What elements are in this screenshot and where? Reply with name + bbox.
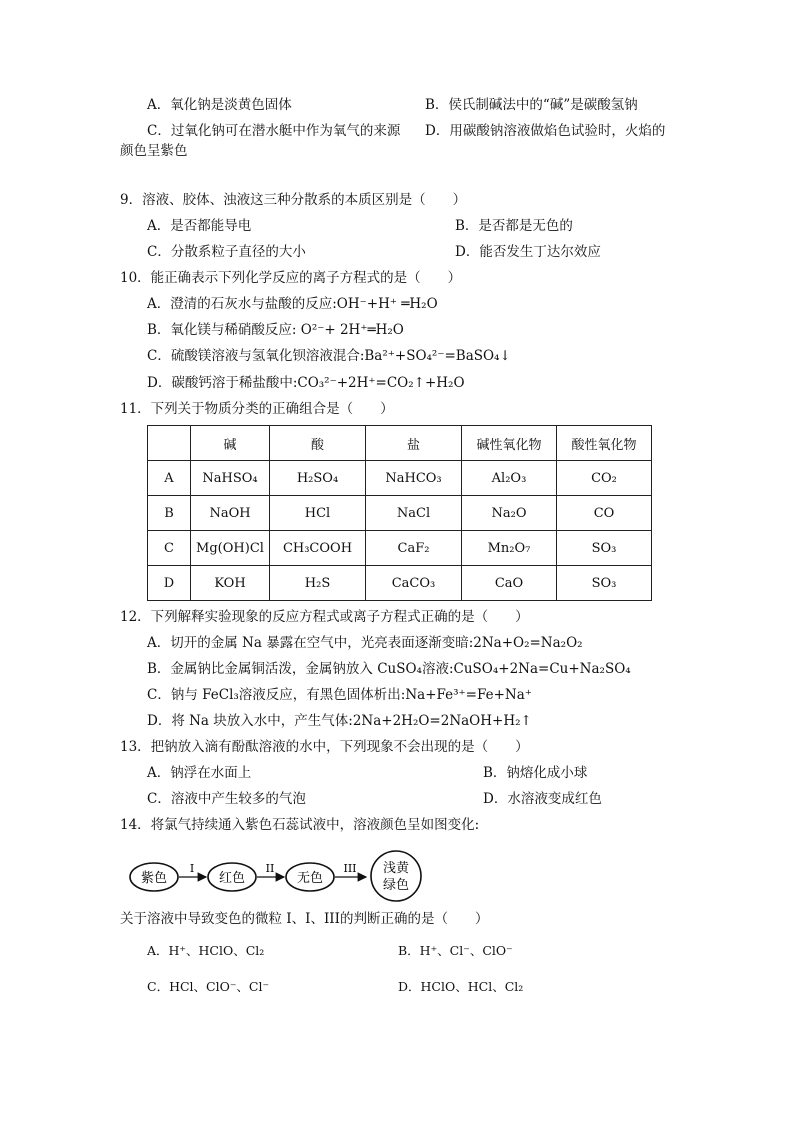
q14-option-b: B．H⁺、Cl⁻、ClO⁻ [398, 943, 513, 958]
q12-option-c: C．钠与 FeCl₃溶液反应，有黑色固体析出:Na+Fe³⁺=Fe+Na⁺ [147, 687, 532, 703]
table-header-row [148, 426, 652, 461]
q13-stem: 13．把钠放入滴有酚酞溶液的水中，下列现象不会出现的是（ ） [120, 739, 529, 755]
table-row [148, 566, 652, 601]
table-cell: NaHSO₄ [191, 461, 270, 496]
table-cell: NaHCO₃ [366, 461, 462, 496]
table-cell: SO₃ [557, 531, 652, 566]
q13-option-d: D．水溶液变成红色 [483, 791, 602, 807]
q10-stem: 10．能正确表示下列化学反应的离子方程式的是（ ） [120, 270, 462, 286]
color-change-diagram [128, 850, 438, 902]
q8-option-d-continued: 颜色呈紫色 [120, 143, 188, 159]
table-row [148, 496, 652, 531]
q10-option-c: C．硫酸镁溶液与氢氧化钡溶液混合:Ba²⁺+SO₄²⁻=BaSO₄↓ [147, 348, 511, 364]
q14-sub-question: 关于溶液中导致变色的微粒 I、I、III的判断正确的是（ ） [120, 911, 489, 927]
q8-option-d: D．用碳酸钠溶液做焰色试验时，火焰的 [425, 123, 666, 139]
state-red-label: 红色 [218, 871, 246, 886]
q12-option-a: A．切开的金属 Na 暴露在空气中，光亮表面逐渐变暗:2Na+O₂=Na₂O₂ [147, 635, 583, 651]
table-cell: D [148, 566, 191, 601]
table-cell: NaOH [191, 496, 270, 531]
q10-option-d: D．碳酸钙溶于稀盐酸中:CO₃²⁻+2H⁺=CO₂↑+H₂O [147, 375, 465, 391]
state-yellow-green-label-line1: 浅黄 [382, 861, 410, 876]
table-header-cell [148, 426, 191, 461]
table-cell: SO₃ [557, 566, 652, 601]
table-row [148, 531, 652, 566]
q14-option-c: C．HCl、ClO⁻、Cl⁻ [147, 979, 270, 994]
state-yellow-green-node [371, 851, 421, 901]
table-cell: CO [557, 496, 652, 531]
q9-option-a: A．是否都能导电 [147, 218, 252, 234]
q8-option-a: A．氧化钠是淡黄色固体 [147, 97, 292, 113]
table-cell: C [148, 531, 191, 566]
table-row [148, 461, 652, 496]
q13-option-a: A．钠浮在水面上 [147, 765, 252, 781]
q8-option-c: C．过氧化钠可在潜水艇中作为氧气的来源 [147, 123, 401, 139]
table-header-cell: 酸 [270, 426, 366, 461]
table-cell: Mn₂O₇ [462, 531, 557, 566]
state-purple-label: 紫色 [140, 871, 168, 886]
table-cell: Na₂O [462, 496, 557, 531]
table-cell: CO₂ [557, 461, 652, 496]
q13-option-b: B．钠熔化成小球 [483, 765, 588, 781]
table-cell: CaCO₃ [366, 566, 462, 601]
q8-option-b: B．侯氏制碱法中的“碱”是碳酸氢钠 [425, 97, 638, 113]
table-cell: Mg(OH)Cl [191, 531, 270, 566]
state-yellow-green-label-line2: 绿色 [382, 878, 410, 893]
table-header-cell: 盐 [366, 426, 462, 461]
table-cell: NaCl [366, 496, 462, 531]
q11-stem: 11．下列关于物质分类的正确组合是（ ） [120, 401, 394, 417]
q13-option-c: C．溶液中产生较多的气泡 [147, 791, 306, 807]
table-header-cell: 酸性氧化物 [557, 426, 652, 461]
q9-stem: 9．溶液、胶体、浊液这三种分散系的本质区别是（ ） [120, 192, 467, 208]
q14-option-a: A．H⁺、HClO、Cl₂ [147, 943, 265, 958]
table-header-cell: 碱性氧化物 [462, 426, 557, 461]
table-header-cell: 碱 [191, 426, 270, 461]
q9-option-d: D．能否发生丁达尔效应 [455, 244, 601, 260]
table-cell: H₂S [270, 566, 366, 601]
q10-option-b: B．氧化镁与稀硝酸反应: O²⁻+ 2H⁺═H₂O [147, 322, 404, 338]
table-cell: A [148, 461, 191, 496]
table-cell: CaF₂ [366, 531, 462, 566]
q14-option-d: D．HClO、HCl、Cl₂ [398, 979, 524, 994]
table-cell: CaO [462, 566, 557, 601]
table-cell: KOH [191, 566, 270, 601]
arrow-1-label: I [189, 862, 195, 875]
q9-option-b: B．是否都是无色的 [455, 218, 573, 234]
classification-table [147, 425, 652, 601]
q12-option-b: B．金属钠比金属铜活泼，金属钠放入 CuSO₄溶液:CuSO₄+2Na=Cu+Na₂SO₄ [147, 661, 631, 677]
table-cell: HCl [270, 496, 366, 531]
q12-stem: 12．下列解释实验现象的反应方程式或离子方程式正确的是（ ） [120, 609, 529, 625]
q12-option-d: D．将 Na 块放入水中，产生气体:2Na+2H₂O=2NaOH+H₂↑ [147, 713, 532, 729]
q9-option-c: C．分散系粒子直径的大小 [147, 244, 306, 260]
arrow-3-label: III [343, 862, 357, 875]
q10-option-a: A．澄清的石灰水与盐酸的反应:OH⁻+H⁺ ═H₂O [147, 296, 438, 312]
arrow-2-label: II [265, 862, 275, 875]
state-colorless-label: 无色 [296, 871, 324, 886]
table-cell: Al₂O₃ [462, 461, 557, 496]
table-cell: B [148, 496, 191, 531]
table-cell: H₂SO₄ [270, 461, 366, 496]
q14-stem: 14．将氯气持续通入紫色石蕊试液中，溶液颜色呈如图变化: [120, 817, 480, 833]
table-cell: CH₃COOH [270, 531, 366, 566]
